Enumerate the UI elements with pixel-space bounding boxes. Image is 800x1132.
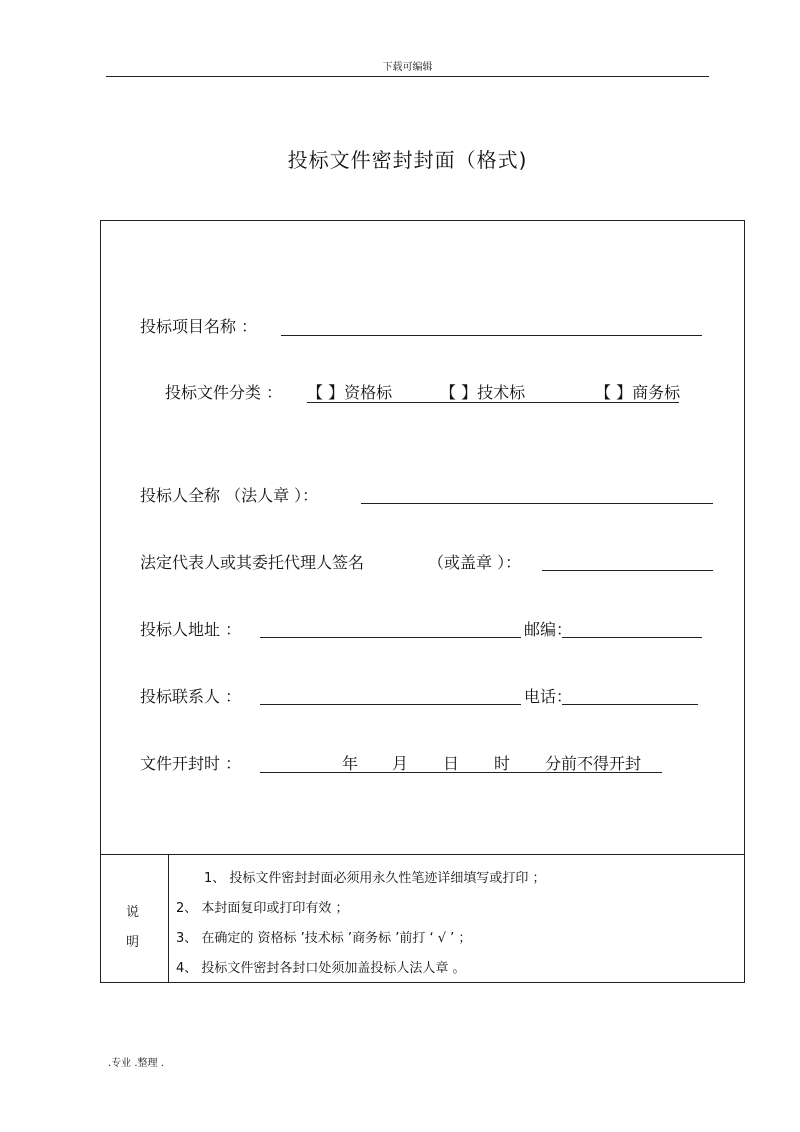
open-time-hour: 时 bbox=[494, 754, 511, 773]
postcode-label: 邮编： bbox=[524, 620, 573, 639]
bidder-name-label: 投标人全称 （法人章 ）： bbox=[140, 486, 319, 505]
contact-label: 投标联系人 ： bbox=[140, 687, 242, 706]
header-rule bbox=[106, 76, 709, 77]
note-item-2: 2、 本封面复印或打印有效 ； bbox=[176, 901, 349, 916]
open-time-year: 年 bbox=[342, 754, 359, 773]
open-time-month: 月 bbox=[392, 754, 409, 773]
note-item-3: 3、 在确定的 资格标 ’技术标 ’商务标 ’前打 ‘ √ ’ ； bbox=[176, 931, 472, 946]
address-field[interactable] bbox=[260, 637, 521, 638]
project-name-label: 投标项目名称 ： bbox=[140, 317, 258, 336]
contact-field[interactable] bbox=[260, 704, 521, 705]
category-label: 投标文件分类 ： bbox=[165, 383, 283, 402]
category-option-qualification[interactable]: 【 】资格标 bbox=[307, 383, 393, 402]
postcode-field[interactable] bbox=[562, 637, 702, 638]
open-time-minute-suffix: 分前不得开封 bbox=[545, 754, 642, 773]
open-time-day: 日 bbox=[443, 754, 460, 773]
legal-rep-suffix: （或盖章 ）： bbox=[428, 553, 522, 572]
open-time-label: 文件开封时 ： bbox=[140, 754, 242, 773]
notes-label-char-2: 明 bbox=[126, 935, 140, 950]
notes-divider bbox=[168, 855, 169, 983]
note-item-4: 4、 投标文件密封各封口处须加盖投标人法人章 。 bbox=[176, 961, 466, 976]
bidder-name-field[interactable] bbox=[361, 503, 713, 504]
category-option-technical[interactable]: 【 】技术标 bbox=[440, 383, 526, 402]
phone-field[interactable] bbox=[562, 704, 698, 705]
document-title: 投标文件密封封面（格式) bbox=[287, 148, 528, 172]
legal-rep-label: 法定代表人或其委托代理人签名 bbox=[140, 553, 365, 572]
legal-rep-field[interactable] bbox=[542, 570, 713, 571]
page-header-text: 下载可编辑 bbox=[382, 62, 433, 73]
project-name-field[interactable] bbox=[281, 335, 702, 336]
notes-label-char-1: 说 bbox=[126, 905, 140, 920]
open-time-field[interactable] bbox=[260, 772, 662, 773]
address-label: 投标人地址 ： bbox=[140, 620, 242, 639]
phone-label: 电话： bbox=[524, 687, 573, 706]
note-item-1: 1、 投标文件密封封面必须用永久性笔迹详细填写或打印 ； bbox=[204, 871, 546, 886]
category-underline bbox=[307, 402, 679, 403]
category-option-commercial[interactable]: 【 】商务标 bbox=[595, 383, 681, 402]
page-footer-text: .专业 .整理 . bbox=[108, 1058, 164, 1069]
